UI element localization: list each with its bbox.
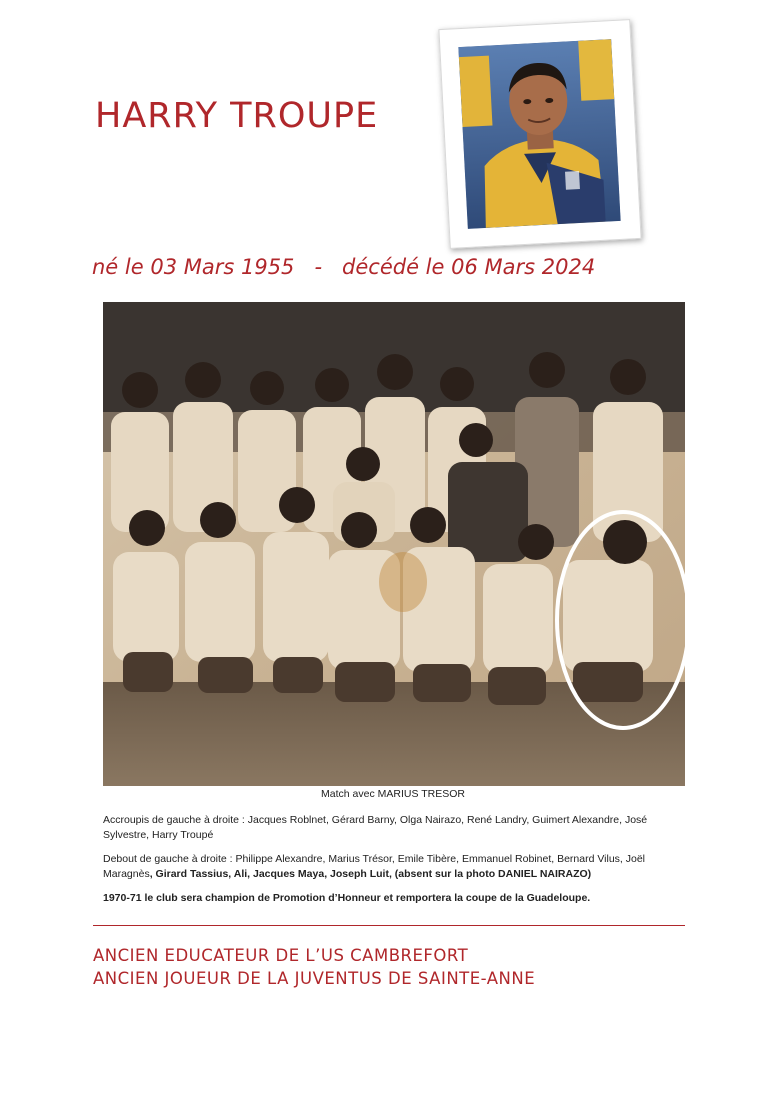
footer: [93, 944, 535, 990]
caption-standing-bold: , Girard Tassius, Ali, Jacques Maya, Joseph Luit, (absent sur la photo DANIEL NAIRAZO): [149, 868, 592, 880]
caption-season: 1970-71 le club sera champion de Promotion d’Honneur et remportera la coupe de la Guadeloupe.: [103, 892, 591, 904]
footer-line-1: ANCIEN EDUCATEUR DE L’US CAMBREFORT: [93, 946, 469, 965]
caption-standing: [103, 852, 683, 882]
team-photo-icon: [103, 302, 685, 786]
caption-standing-prefix: Debout de gauche à droite : Philippe Alexandre, Marius Trésor, Emile Tibère, Emmanuel Robinet, Bernard Vilus, Joël Maragnès: [103, 853, 646, 880]
divider: [93, 925, 685, 926]
page-title: HARRY TROUPE: [95, 96, 379, 136]
portrait-polaroid: [438, 19, 641, 249]
caption-title: Match avec MARIUS TRESOR: [321, 788, 465, 800]
photo-caption: [103, 787, 683, 915]
life-dates: né le 03 Mars 1955 - décédé le 06 Mars 2024: [92, 255, 596, 279]
portrait-photo-icon: [458, 39, 620, 229]
footer-line-2: ANCIEN JOUEUR DE LA JUVENTUS DE SAINTE-ANNE: [93, 969, 536, 988]
caption-seated: Accroupis de gauche à droite : Jacques Roblnet, Gérard Barny, Olga Nairazo, René Landry, Guimert Alexandre, José Sylvestre, Harry Troupé: [103, 814, 648, 841]
